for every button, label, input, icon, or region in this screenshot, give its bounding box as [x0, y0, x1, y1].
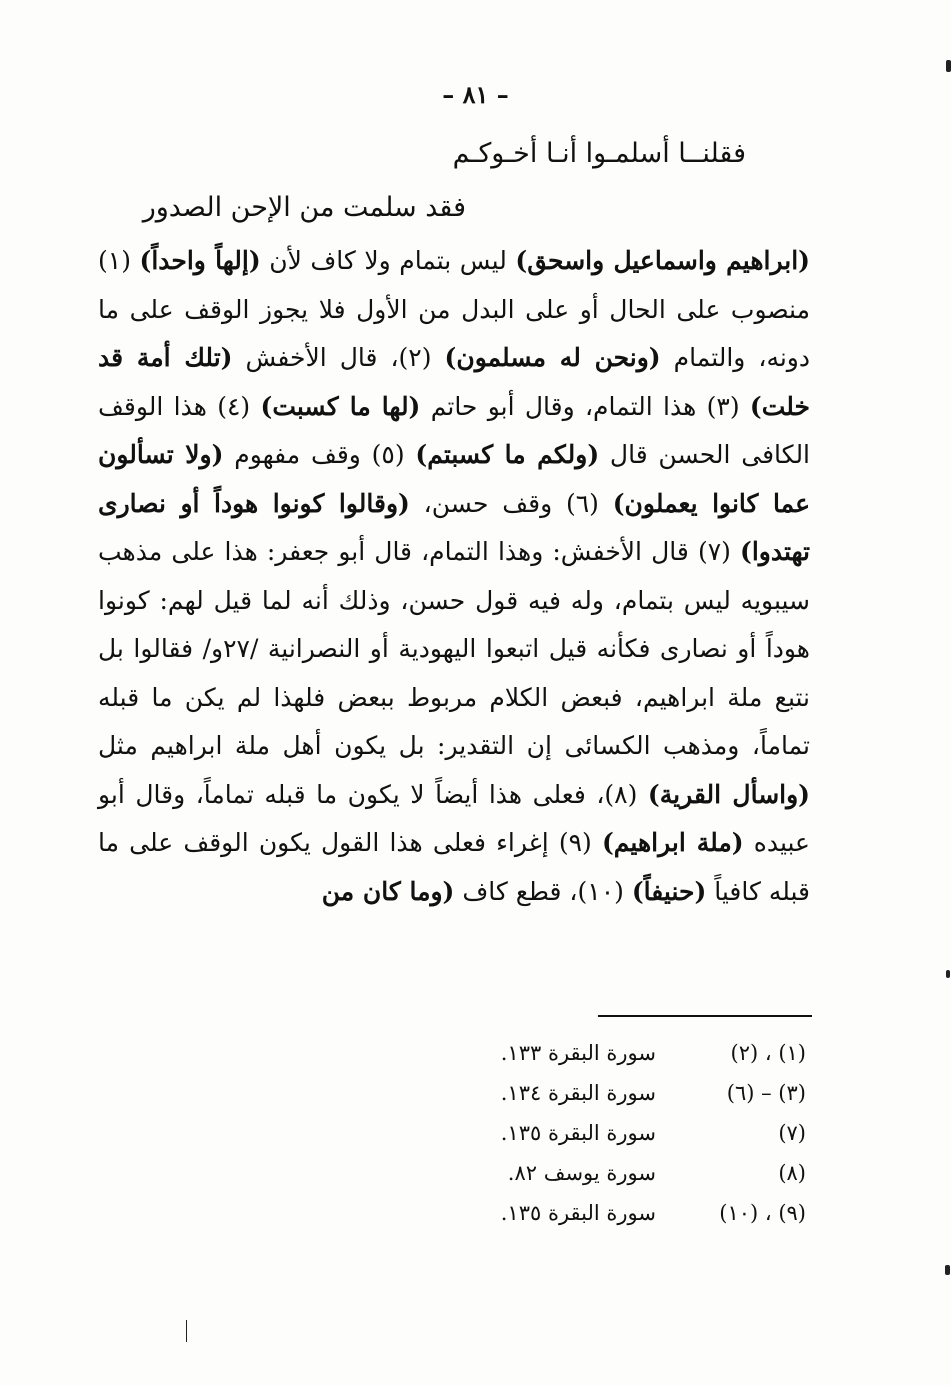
body-text-segment: (٦) وقف حسن، — [409, 488, 613, 518]
quran-quote: (ملة ابراهيم) — [601, 828, 744, 857]
footnote-number: (٧) — [778, 1121, 806, 1145]
scan-edge-mark — [946, 970, 950, 978]
quran-quote: (لها ما كسبت) — [260, 391, 421, 421]
footnote-item — [501, 1033, 806, 1073]
quran-quote: (واسأل القرية) — [647, 779, 811, 809]
body-text-segment: (٢)، قال الأخفش — [232, 343, 445, 372]
quran-quote: (ابراهيم واسماعيل واسحق) — [515, 246, 811, 275]
scan-edge-mark — [945, 1265, 950, 1275]
footnote-divider — [598, 1015, 812, 1017]
footnote-source: سورة البقرة ١٣٥. — [500, 1121, 656, 1145]
footnote-source: سورة البقرة ١٣٤. — [500, 1081, 656, 1105]
footnote-number: (١) ، (٢) — [730, 1041, 806, 1065]
footnotes — [501, 1033, 806, 1233]
body-text-segment: (٨)، فعلى هذا أيضاً لا يكون ما قبله تماماً، وقال أبو عبيده — [98, 779, 810, 857]
footnote-item — [501, 1153, 806, 1193]
footnote-item — [501, 1113, 806, 1153]
body-text-segment: (٣) هذا التمام، وقال أبو حاتم — [420, 391, 750, 421]
body-paragraph — [98, 237, 810, 916]
quran-quote: (ولا تسألون عما كانوا يعملون) — [98, 440, 810, 518]
quran-quote: (ونحن له مسلمون) — [444, 343, 661, 372]
footnote-source: سورة البقرة ١٣٥. — [500, 1201, 656, 1225]
body-text-segment: (١) منصوب على الحال أو على البدل من الأول فلا يجوز الوقف على ما دونه، والتمام — [98, 246, 811, 372]
body-text-segment: (١٠)، قطع كاف — [454, 876, 632, 906]
scan-edge-mark — [946, 60, 951, 72]
quran-quote: (حنيفاً) — [631, 876, 707, 906]
page-number: – ٨١ – — [442, 80, 509, 109]
body-text-segment: (٩) إغراء فعلى هذا القول يكون الوقف على ما قبله كافياً — [98, 828, 810, 906]
body-text-segment: (٤) هذا الوقف الكافى الحسن قال — [98, 391, 811, 469]
footnote-item — [501, 1073, 806, 1113]
body-text-segment: ليس بتمام ولا كاف لأن — [260, 246, 516, 275]
footnote-source: سورة البقرة ١٣٣. — [500, 1041, 656, 1065]
quran-quote: (تلك أمة قد خلت) — [98, 343, 811, 421]
scan-edge-mark — [186, 1320, 187, 1342]
footnote-number: (٨) — [778, 1161, 806, 1185]
quran-quote: (وقالوا كونوا هوداً أو نصارى تهتدوا) — [98, 488, 811, 566]
body-text-segment: (٧) قال الأخفش: وهذا التمام، قال أبو جعفر: هذا على مذهب سيبويه ليس بتمام، وله فيه قول حسن، وذلك أنه لما قيل لهم: كونوا هوداً أو نصارى فكأنه قيل اتبعوا اليهودية أو النصرانية /٢٧و/ فقالوا بل نتبع ملة ابراهيم، فبعض الكلام مربوط ببعض فلهذا لم يكن ما قبله تماماً، ومذهب الكسائى إن التقدير: بل يكون أهل ملة ابراهيم مثل — [98, 537, 810, 760]
footnote-number: (٩) ، (١٠) — [719, 1201, 806, 1225]
footnote-number: (٣) – (٦) — [726, 1081, 806, 1105]
body-text-segment: (٥) وقف مفهوم — [223, 440, 416, 469]
quran-quote: (ولكم ما كسبتم) — [415, 440, 600, 469]
quran-quote: (إلهاً واحداً) — [139, 246, 261, 275]
quran-quote: (وما كان من — [321, 876, 455, 906]
footnote-item — [501, 1193, 806, 1233]
verse-line-2: فقد سلمت من الإحن الصدور — [142, 192, 466, 223]
footnote-source: سورة يوسف ٨٢. — [507, 1161, 656, 1185]
verse-line-1: فقلنــا أسلمـوا أنـا أخـوكـم — [452, 138, 746, 169]
